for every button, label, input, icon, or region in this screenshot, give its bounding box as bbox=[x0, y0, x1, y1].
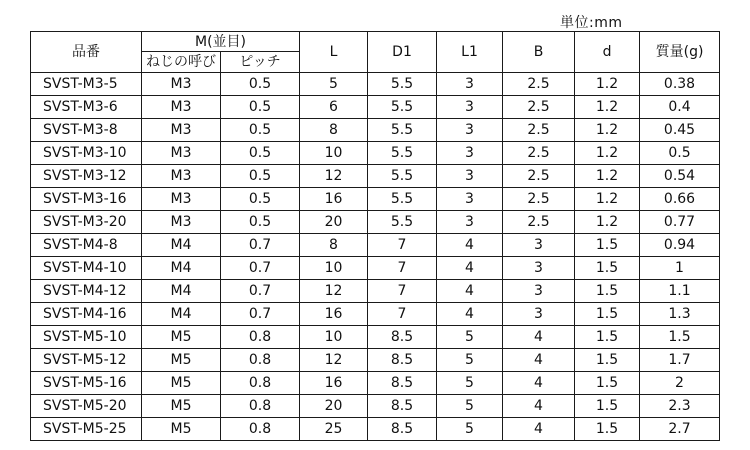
d-cell: 1.2 bbox=[575, 96, 640, 119]
pitch-cell: 0.5 bbox=[221, 142, 300, 165]
header-nominal: ねじの呼び bbox=[142, 52, 221, 73]
b-cell: 2.5 bbox=[503, 119, 575, 142]
part-no-cell: SVST-M3-10 bbox=[31, 142, 142, 165]
d-cell: 1.5 bbox=[575, 326, 640, 349]
header-pitch: ピッチ bbox=[221, 52, 300, 73]
part-no-cell: SVST-M3-16 bbox=[31, 188, 142, 211]
l1-cell: 3 bbox=[437, 165, 503, 188]
d1-cell: 8.5 bbox=[368, 326, 437, 349]
table-body bbox=[31, 73, 720, 441]
table-row bbox=[31, 303, 720, 326]
nominal-cell: M3 bbox=[142, 73, 221, 96]
mass-cell: 0.38 bbox=[640, 73, 720, 96]
pitch-cell: 0.8 bbox=[221, 395, 300, 418]
pitch-cell: 0.5 bbox=[221, 188, 300, 211]
pitch-cell: 0.8 bbox=[221, 349, 300, 372]
table-row bbox=[31, 326, 720, 349]
nominal-cell: M4 bbox=[142, 303, 221, 326]
b-cell: 3 bbox=[503, 257, 575, 280]
l-cell: 12 bbox=[300, 349, 368, 372]
d1-cell: 8.5 bbox=[368, 372, 437, 395]
d1-cell: 5.5 bbox=[368, 142, 437, 165]
part-no-cell: SVST-M5-20 bbox=[31, 395, 142, 418]
b-cell: 2.5 bbox=[503, 188, 575, 211]
part-no-cell: SVST-M5-16 bbox=[31, 372, 142, 395]
l1-cell: 3 bbox=[437, 188, 503, 211]
l-cell: 20 bbox=[300, 211, 368, 234]
pitch-cell: 0.5 bbox=[221, 73, 300, 96]
d1-cell: 8.5 bbox=[368, 395, 437, 418]
nominal-cell: M5 bbox=[142, 418, 221, 441]
l-cell: 12 bbox=[300, 165, 368, 188]
nominal-cell: M5 bbox=[142, 372, 221, 395]
l-cell: 10 bbox=[300, 326, 368, 349]
mass-cell: 0.54 bbox=[640, 165, 720, 188]
nominal-cell: M4 bbox=[142, 257, 221, 280]
nominal-cell: M3 bbox=[142, 119, 221, 142]
table-row bbox=[31, 349, 720, 372]
b-cell: 2.5 bbox=[503, 142, 575, 165]
header-mass: 質量(g) bbox=[640, 32, 720, 73]
l1-cell: 3 bbox=[437, 96, 503, 119]
part-no-cell: SVST-M5-12 bbox=[31, 349, 142, 372]
d-cell: 1.5 bbox=[575, 349, 640, 372]
l-cell: 10 bbox=[300, 142, 368, 165]
l-cell: 5 bbox=[300, 73, 368, 96]
d-cell: 1.2 bbox=[575, 188, 640, 211]
pitch-cell: 0.8 bbox=[221, 326, 300, 349]
b-cell: 4 bbox=[503, 372, 575, 395]
mass-cell: 0.66 bbox=[640, 188, 720, 211]
d-cell: 1.2 bbox=[575, 119, 640, 142]
table-row bbox=[31, 211, 720, 234]
table-row bbox=[31, 395, 720, 418]
table-row bbox=[31, 142, 720, 165]
d1-cell: 8.5 bbox=[368, 349, 437, 372]
table-row bbox=[31, 418, 720, 441]
d-cell: 1.5 bbox=[575, 280, 640, 303]
b-cell: 3 bbox=[503, 303, 575, 326]
mass-cell: 2.7 bbox=[640, 418, 720, 441]
l-cell: 12 bbox=[300, 280, 368, 303]
nominal-cell: M3 bbox=[142, 188, 221, 211]
pitch-cell: 0.5 bbox=[221, 165, 300, 188]
b-cell: 2.5 bbox=[503, 211, 575, 234]
table-row bbox=[31, 372, 720, 395]
d1-cell: 7 bbox=[368, 303, 437, 326]
part-no-cell: SVST-M3-6 bbox=[31, 96, 142, 119]
d-cell: 1.5 bbox=[575, 234, 640, 257]
d-cell: 1.5 bbox=[575, 372, 640, 395]
mass-cell: 2.3 bbox=[640, 395, 720, 418]
l1-cell: 5 bbox=[437, 418, 503, 441]
mass-cell: 0.5 bbox=[640, 142, 720, 165]
d1-cell: 5.5 bbox=[368, 73, 437, 96]
mass-cell: 1.7 bbox=[640, 349, 720, 372]
nominal-cell: M5 bbox=[142, 349, 221, 372]
header-d1: D1 bbox=[368, 32, 437, 73]
l1-cell: 4 bbox=[437, 280, 503, 303]
pitch-cell: 0.8 bbox=[221, 418, 300, 441]
part-no-cell: SVST-M4-12 bbox=[31, 280, 142, 303]
l1-cell: 5 bbox=[437, 395, 503, 418]
l1-cell: 4 bbox=[437, 303, 503, 326]
header-d: d bbox=[575, 32, 640, 73]
nominal-cell: M5 bbox=[142, 326, 221, 349]
mass-cell: 1.5 bbox=[640, 326, 720, 349]
nominal-cell: M3 bbox=[142, 165, 221, 188]
d-cell: 1.5 bbox=[575, 257, 640, 280]
d1-cell: 7 bbox=[368, 257, 437, 280]
nominal-cell: M5 bbox=[142, 395, 221, 418]
mass-cell: 1.3 bbox=[640, 303, 720, 326]
header-part-no: 品番 bbox=[31, 32, 142, 73]
d1-cell: 5.5 bbox=[368, 211, 437, 234]
l1-cell: 3 bbox=[437, 119, 503, 142]
nominal-cell: M4 bbox=[142, 280, 221, 303]
b-cell: 4 bbox=[503, 395, 575, 418]
l1-cell: 4 bbox=[437, 257, 503, 280]
b-cell: 4 bbox=[503, 349, 575, 372]
pitch-cell: 0.8 bbox=[221, 372, 300, 395]
pitch-cell: 0.5 bbox=[221, 119, 300, 142]
l1-cell: 5 bbox=[437, 349, 503, 372]
nominal-cell: M3 bbox=[142, 96, 221, 119]
l1-cell: 5 bbox=[437, 326, 503, 349]
nominal-cell: M4 bbox=[142, 234, 221, 257]
part-no-cell: SVST-M5-10 bbox=[31, 326, 142, 349]
l1-cell: 3 bbox=[437, 142, 503, 165]
l-cell: 16 bbox=[300, 188, 368, 211]
l-cell: 10 bbox=[300, 257, 368, 280]
table-header bbox=[31, 32, 720, 73]
mass-cell: 0.45 bbox=[640, 119, 720, 142]
pitch-cell: 0.7 bbox=[221, 234, 300, 257]
spec-table bbox=[30, 31, 720, 441]
nominal-cell: M3 bbox=[142, 211, 221, 234]
l-cell: 8 bbox=[300, 119, 368, 142]
table-row bbox=[31, 188, 720, 211]
mass-cell: 1.1 bbox=[640, 280, 720, 303]
d-cell: 1.5 bbox=[575, 395, 640, 418]
b-cell: 3 bbox=[503, 234, 575, 257]
header-l: L bbox=[300, 32, 368, 73]
pitch-cell: 0.7 bbox=[221, 280, 300, 303]
table-row bbox=[31, 73, 720, 96]
b-cell: 4 bbox=[503, 326, 575, 349]
part-no-cell: SVST-M3-5 bbox=[31, 73, 142, 96]
l1-cell: 4 bbox=[437, 234, 503, 257]
d1-cell: 5.5 bbox=[368, 188, 437, 211]
mass-cell: 1 bbox=[640, 257, 720, 280]
l-cell: 6 bbox=[300, 96, 368, 119]
d1-cell: 5.5 bbox=[368, 96, 437, 119]
mass-cell: 0.77 bbox=[640, 211, 720, 234]
part-no-cell: SVST-M4-8 bbox=[31, 234, 142, 257]
d-cell: 1.5 bbox=[575, 303, 640, 326]
b-cell: 3 bbox=[503, 280, 575, 303]
part-no-cell: SVST-M4-10 bbox=[31, 257, 142, 280]
table-row bbox=[31, 165, 720, 188]
part-no-cell: SVST-M3-8 bbox=[31, 119, 142, 142]
part-no-cell: SVST-M3-20 bbox=[31, 211, 142, 234]
b-cell: 4 bbox=[503, 418, 575, 441]
header-thread-group: M(並目) bbox=[142, 32, 300, 52]
pitch-cell: 0.7 bbox=[221, 303, 300, 326]
mass-cell: 0.4 bbox=[640, 96, 720, 119]
l1-cell: 5 bbox=[437, 372, 503, 395]
d-cell: 1.5 bbox=[575, 418, 640, 441]
l-cell: 25 bbox=[300, 418, 368, 441]
d1-cell: 5.5 bbox=[368, 165, 437, 188]
l-cell: 20 bbox=[300, 395, 368, 418]
l1-cell: 3 bbox=[437, 211, 503, 234]
part-no-cell: SVST-M5-25 bbox=[31, 418, 142, 441]
pitch-cell: 0.7 bbox=[221, 257, 300, 280]
mass-cell: 0.94 bbox=[640, 234, 720, 257]
header-b: B bbox=[503, 32, 575, 73]
part-no-cell: SVST-M3-12 bbox=[31, 165, 142, 188]
table-row bbox=[31, 234, 720, 257]
nominal-cell: M3 bbox=[142, 142, 221, 165]
unit-label: 単位:mm bbox=[560, 15, 623, 31]
d1-cell: 5.5 bbox=[368, 119, 437, 142]
table-row bbox=[31, 257, 720, 280]
mass-cell: 2 bbox=[640, 372, 720, 395]
d-cell: 1.2 bbox=[575, 211, 640, 234]
b-cell: 2.5 bbox=[503, 96, 575, 119]
table-row bbox=[31, 280, 720, 303]
l-cell: 16 bbox=[300, 372, 368, 395]
l-cell: 16 bbox=[300, 303, 368, 326]
l-cell: 8 bbox=[300, 234, 368, 257]
b-cell: 2.5 bbox=[503, 73, 575, 96]
d1-cell: 7 bbox=[368, 280, 437, 303]
d1-cell: 7 bbox=[368, 234, 437, 257]
d1-cell: 8.5 bbox=[368, 418, 437, 441]
pitch-cell: 0.5 bbox=[221, 211, 300, 234]
d-cell: 1.2 bbox=[575, 73, 640, 96]
d-cell: 1.2 bbox=[575, 165, 640, 188]
header-l1: L1 bbox=[437, 32, 503, 73]
d-cell: 1.2 bbox=[575, 142, 640, 165]
pitch-cell: 0.5 bbox=[221, 96, 300, 119]
part-no-cell: SVST-M4-16 bbox=[31, 303, 142, 326]
table-row bbox=[31, 96, 720, 119]
table-row bbox=[31, 119, 720, 142]
l1-cell: 3 bbox=[437, 73, 503, 96]
b-cell: 2.5 bbox=[503, 165, 575, 188]
